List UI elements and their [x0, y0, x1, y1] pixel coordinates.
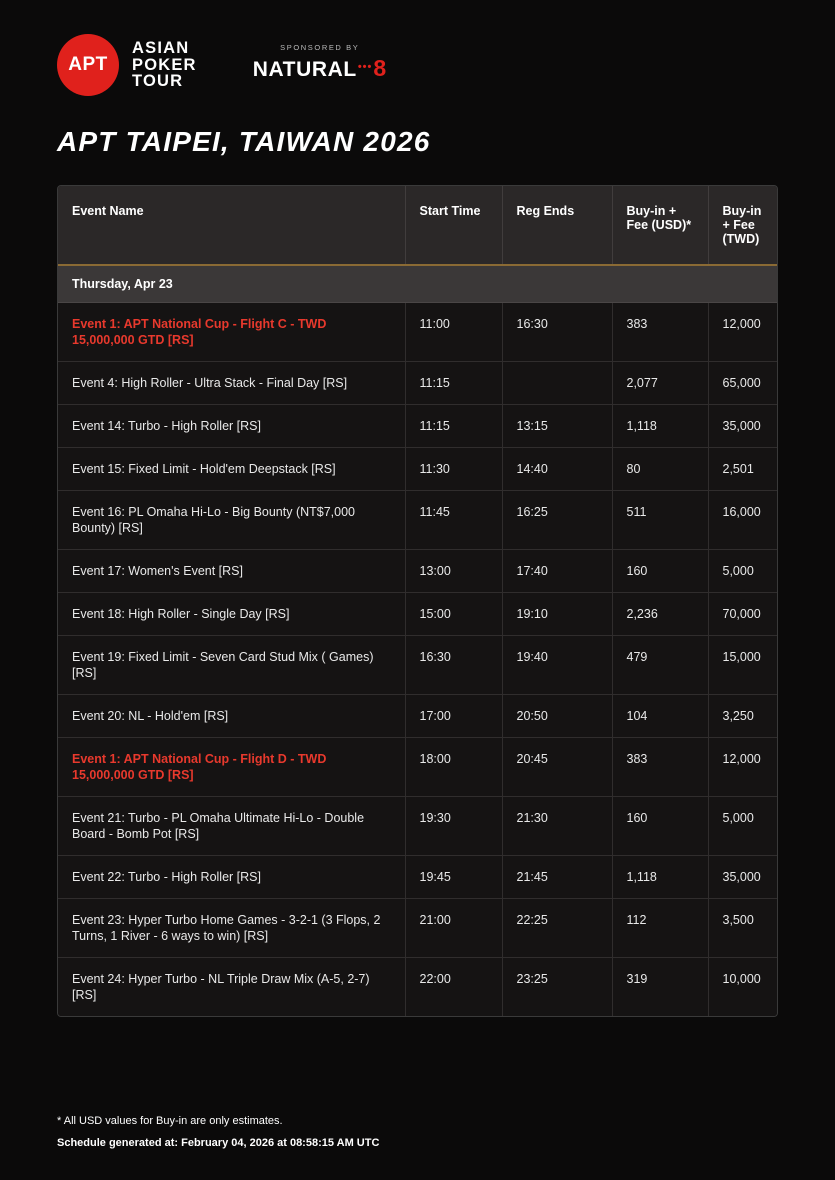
buyin-twd-cell: 16,000: [708, 491, 778, 550]
start-time-cell: 21:00: [405, 899, 502, 958]
reg-ends-cell: 19:40: [502, 636, 612, 695]
sponsor-eight-text: 8: [373, 54, 387, 81]
column-header-start-time: Start Time: [405, 186, 502, 265]
column-header-reg-ends: Reg Ends: [502, 186, 612, 265]
event-name-cell: Event 16: PL Omaha Hi-Lo - Big Bounty (NT$7,000 Bounty) [RS]: [58, 491, 405, 550]
buyin-twd-cell: 2,501: [708, 448, 778, 491]
buyin-usd-cell: 319: [612, 958, 708, 1017]
start-time-cell: 16:30: [405, 636, 502, 695]
table-row: [58, 362, 778, 405]
sponsor-label: SPONSORED BY: [280, 42, 360, 52]
buyin-twd-cell: 12,000: [708, 738, 778, 797]
table-row: [58, 405, 778, 448]
start-time-cell: 19:30: [405, 797, 502, 856]
buyin-usd-cell: 80: [612, 448, 708, 491]
apt-logo-mark: [57, 34, 119, 96]
footnotes: [57, 1110, 379, 1154]
schedule-table-container: [57, 185, 778, 1017]
event-name-cell: Event 18: High Roller - Single Day [RS]: [58, 593, 405, 636]
buyin-usd-cell: 1,118: [612, 856, 708, 899]
sponsor-block: [253, 43, 387, 88]
buyin-usd-cell: 104: [612, 695, 708, 738]
schedule-table-body: [58, 265, 778, 1016]
buyin-usd-cell: 2,236: [612, 593, 708, 636]
start-time-cell: 11:45: [405, 491, 502, 550]
day-label: Thursday, Apr 23: [58, 265, 778, 303]
generated-value: February 04, 2026 at 08:58:15 AM UTC: [181, 1137, 380, 1149]
sponsor-name-text: NATURAL: [252, 57, 357, 81]
event-name-cell: Event 14: Turbo - High Roller [RS]: [58, 405, 405, 448]
table-row: [58, 636, 778, 695]
table-row: [58, 593, 778, 636]
buyin-usd-cell: 1,118: [612, 405, 708, 448]
reg-ends-cell: 20:45: [502, 738, 612, 797]
buyin-twd-cell: 35,000: [708, 405, 778, 448]
column-header-buyin-usd: Buy-in + Fee (USD)*: [612, 186, 708, 265]
reg-ends-cell: 21:45: [502, 856, 612, 899]
start-time-cell: 11:00: [405, 303, 502, 362]
event-name-cell: Event 1: APT National Cup - Flight C - TWD 15,000,000 GTD [RS]: [58, 303, 405, 362]
event-name-cell: Event 23: Hyper Turbo Home Games - 3-2-1 (3 Flops, 2 Turns, 1 River - 6 ways to win) [RS]: [58, 899, 405, 958]
reg-ends-cell: 14:40: [502, 448, 612, 491]
reg-ends-cell: 23:25: [502, 958, 612, 1017]
start-time-cell: 11:30: [405, 448, 502, 491]
schedule-table-head: [58, 186, 778, 265]
generated-note: [57, 1132, 379, 1154]
buyin-usd-cell: 112: [612, 899, 708, 958]
day-separator-row: [58, 265, 778, 303]
apt-wordmark-line-1: ASIAN: [132, 39, 190, 58]
buyin-twd-cell: 3,250: [708, 695, 778, 738]
table-row: [58, 550, 778, 593]
start-time-cell: 15:00: [405, 593, 502, 636]
sponsor-logo: [253, 55, 387, 82]
page-title: APT TAIPEI, TAIWAN 2026: [57, 126, 431, 157]
reg-ends-cell: 21:30: [502, 797, 612, 856]
table-row: [58, 491, 778, 550]
buyin-usd-cell: 160: [612, 550, 708, 593]
buyin-twd-cell: 65,000: [708, 362, 778, 405]
estimate-note: * All USD values for Buy-in are only estimates.: [57, 1115, 283, 1127]
event-name-cell: Event 20: NL - Hold'em [RS]: [58, 695, 405, 738]
reg-ends-cell: 19:10: [502, 593, 612, 636]
table-row: [58, 738, 778, 797]
table-row: [58, 797, 778, 856]
start-time-cell: 18:00: [405, 738, 502, 797]
table-row: [58, 303, 778, 362]
table-header-row: [58, 186, 778, 265]
brand-header: [57, 0, 778, 91]
buyin-twd-cell: 15,000: [708, 636, 778, 695]
start-time-cell: 19:45: [405, 856, 502, 899]
event-name-cell: Event 15: Fixed Limit - Hold'em Deepstack [RS]: [58, 448, 405, 491]
table-row: [58, 958, 778, 1017]
event-name-cell: Event 22: Turbo - High Roller [RS]: [58, 856, 405, 899]
start-time-cell: 13:00: [405, 550, 502, 593]
buyin-usd-cell: 383: [612, 738, 708, 797]
schedule-table: [58, 186, 778, 1016]
start-time-cell: 22:00: [405, 958, 502, 1017]
buyin-usd-cell: 160: [612, 797, 708, 856]
buyin-twd-cell: 12,000: [708, 303, 778, 362]
apt-wordmark-line-3: TOUR: [132, 72, 184, 91]
reg-ends-cell: 22:25: [502, 899, 612, 958]
buyin-twd-cell: 10,000: [708, 958, 778, 1017]
buyin-twd-cell: 70,000: [708, 593, 778, 636]
start-time-cell: 11:15: [405, 405, 502, 448]
buyin-usd-cell: 511: [612, 491, 708, 550]
reg-ends-cell: 16:25: [502, 491, 612, 550]
buyin-usd-cell: 479: [612, 636, 708, 695]
reg-ends-cell: [502, 362, 612, 405]
start-time-cell: 11:15: [405, 362, 502, 405]
start-time-cell: 17:00: [405, 695, 502, 738]
column-header-buyin-twd: Buy-in + Fee (TWD): [708, 186, 778, 265]
sponsor-dots-icon: •••: [357, 60, 373, 73]
reg-ends-cell: 13:15: [502, 405, 612, 448]
event-name-cell: Event 21: Turbo - PL Omaha Ultimate Hi-Lo - Double Board - Bomb Pot [RS]: [58, 797, 405, 856]
generated-label: Schedule generated at:: [57, 1137, 179, 1149]
apt-wordmark-line-2: POKER: [132, 55, 197, 74]
buyin-twd-cell: 35,000: [708, 856, 778, 899]
apt-logo-text: APT: [68, 54, 108, 75]
buyin-twd-cell: 5,000: [708, 797, 778, 856]
buyin-twd-cell: 5,000: [708, 550, 778, 593]
table-row: [58, 856, 778, 899]
event-name-cell: Event 17: Women's Event [RS]: [58, 550, 405, 593]
column-header-event-name: Event Name: [58, 186, 405, 265]
event-name-cell: Event 24: Hyper Turbo - NL Triple Draw Mix (A-5, 2-7) [RS]: [58, 958, 405, 1017]
buyin-usd-cell: 2,077: [612, 362, 708, 405]
reg-ends-cell: 20:50: [502, 695, 612, 738]
event-name-cell: Event 4: High Roller - Ultra Stack - Final Day [RS]: [58, 362, 405, 405]
buyin-usd-cell: 383: [612, 303, 708, 362]
apt-wordmark: [132, 40, 197, 90]
table-row: [58, 899, 778, 958]
event-name-cell: Event 1: APT National Cup - Flight D - TWD 15,000,000 GTD [RS]: [58, 738, 405, 797]
reg-ends-cell: 17:40: [502, 550, 612, 593]
buyin-twd-cell: 3,500: [708, 899, 778, 958]
table-row: [58, 695, 778, 738]
reg-ends-cell: 16:30: [502, 303, 612, 362]
event-name-cell: Event 19: Fixed Limit - Seven Card Stud Mix ( Games) [RS]: [58, 636, 405, 695]
table-row: [58, 448, 778, 491]
